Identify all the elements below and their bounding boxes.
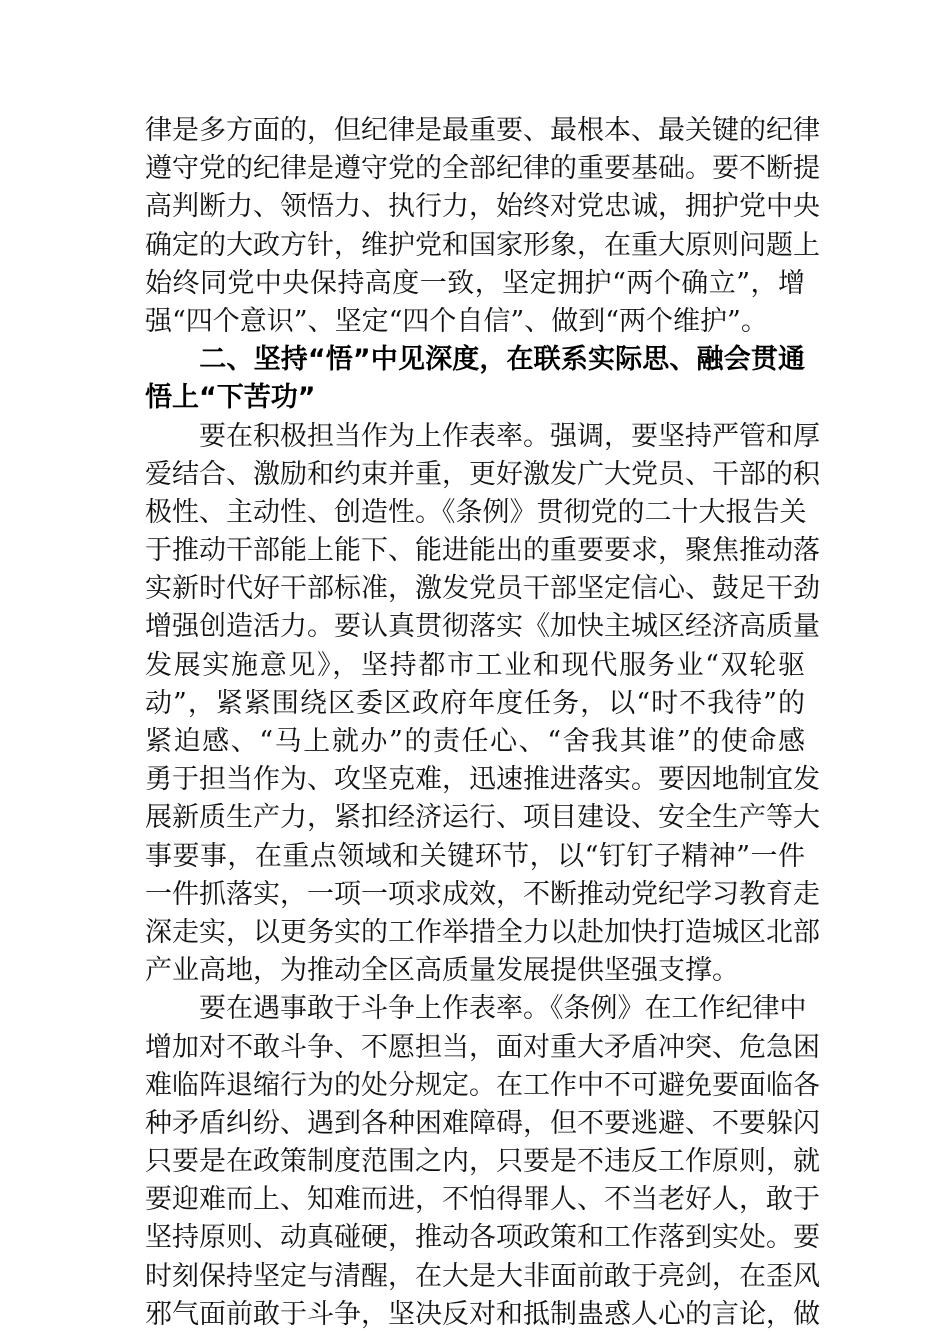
section-heading-2 <box>145 341 805 417</box>
text-line: 事要事，在重点领域和关键环节，以“钉钉子精神”一件 <box>145 840 805 872</box>
text-line: 增加对不敢斗争、不愿担当，面对重大矛盾冲突、危急困 <box>145 1031 820 1063</box>
text-line: 一件抓落实，一项一项求成效，不断推动党纪学习教育走 <box>145 878 820 910</box>
text-line: 深走实，以更务实的工作举措全力以赴加快打造城区北部 <box>145 916 820 948</box>
heading-line: 二、坚持“悟”中见深度，在联系实际思、融会贯通 <box>145 344 805 376</box>
text-line: 实新时代好干部标准，激发党员干部坚定信心、鼓足干劲 <box>145 573 820 605</box>
text-line: 于推动干部能上能下、能进能出的重要要求，聚焦推动落 <box>145 535 820 567</box>
text-line: 动”，紧紧围绕区委区政府年度任务，以“时不我待”的 <box>145 687 805 719</box>
text-line: 爱结合、激励和约束并重，更好激发广大党员、干部的积 <box>145 458 820 490</box>
text-line: 增强创造活力。要认真贯彻落实《加快主城区经济高质量 <box>145 611 820 643</box>
text-line: 难临阵退缩行为的处分规定。在工作中不可避免要面临各 <box>145 1069 820 1101</box>
text-line: 遵守党的纪律是遵守党的全部纪律的重要基础。要不断提 <box>145 153 820 185</box>
text-line: 发展实施意见》，坚持都市工业和现代服务业“双轮驱 <box>145 649 805 681</box>
paragraph-discipline <box>145 112 820 341</box>
text-line: 只要是在政策制度范围之内，只要是不违反工作原则，就 <box>145 1146 820 1178</box>
text-line: 确定的大政方针，维护党和国家形象，在重大原则问题上 <box>145 229 820 261</box>
text-line: 要迎难而上、知难而进，不怕得罪人、不当老好人，敢于 <box>145 1184 820 1216</box>
text-line: 勇于担当作为、攻坚克难，迅速推进落实。要因地制宜发 <box>145 764 820 796</box>
paragraph-struggle <box>145 990 820 1334</box>
text-line: 坚持原则、动真碰硬，推动各项政策和工作落到实处。要 <box>145 1222 820 1254</box>
heading-line: 悟上“下苦功” <box>145 382 316 414</box>
text-line: 要在积极担当作为上作表率。强调，要坚持严管和厚 <box>145 420 820 452</box>
text-line: 始终同党中央保持高度一致，坚定拥护“两个确立”，增 <box>145 267 805 299</box>
text-line: 极性、主动性、创造性。《条例》贯彻党的二十大报告关 <box>145 496 807 528</box>
text-line: 紧迫感、“马上就办”的责任心、“舍我其谁”的使命感 <box>145 726 805 757</box>
text-line: 要在遇事敢于斗争上作表率。《条例》在工作纪律中 <box>145 993 807 1025</box>
document-body <box>145 112 820 1334</box>
text-line: 高判断力、领悟力、执行力，始终对党忠诚，拥护党中央 <box>145 191 820 223</box>
text-line: 种矛盾纠纷、遇到各种困难障碍，但不要逃避、不要躲闪 <box>145 1107 820 1139</box>
text-line: 时刻保持坚定与清醒，在大是大非面前敢于亮剑，在歪风 <box>145 1260 820 1292</box>
paragraph-responsibility <box>145 418 820 991</box>
text-line: 邪气面前敢于斗争，坚决反对和抵制蛊惑人心的言论，做 <box>145 1298 820 1330</box>
text-line: 展新质生产力，紧扣经济运行、项目建设、安全生产等大 <box>145 802 820 834</box>
text-line: 产业高地，为推动全区高质量发展提供坚强支撑。 <box>145 955 739 987</box>
text-line: 强“四个意识”、坚定“四个自信”、做到“两个维护”。 <box>145 305 768 337</box>
text-line: 律是多方面的，但纪律是最重要、最根本、最关键的纪律 <box>145 115 820 146</box>
